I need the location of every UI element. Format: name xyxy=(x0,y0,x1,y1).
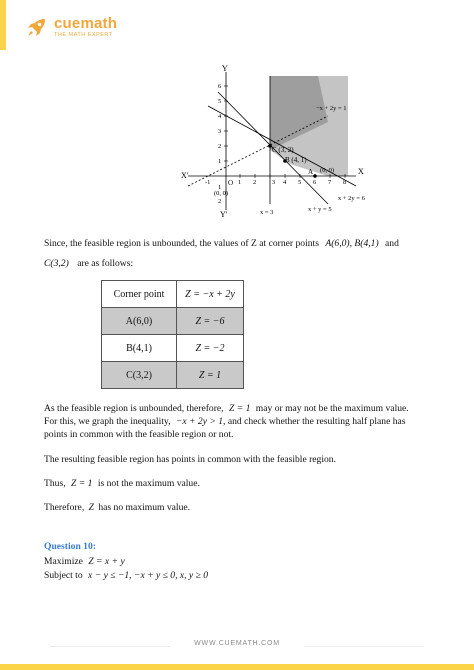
question-line-subject xyxy=(44,569,208,582)
question-title: Question 10: xyxy=(44,541,96,552)
cuemath-logo[interactable] xyxy=(26,16,117,39)
x-tick-label: 5 xyxy=(298,179,302,186)
point-c-label: C (3, 2) xyxy=(272,146,294,154)
line-label: x + y = 5 xyxy=(308,206,332,213)
brand-tagline: THE MATH EXPERT xyxy=(54,32,113,38)
origin-label: O xyxy=(228,179,234,187)
para-text: As the feasible region is unbounded, therefore, xyxy=(44,403,224,414)
table-cell: A(6,0) xyxy=(102,308,177,335)
table-header-row xyxy=(102,281,244,308)
brand-name: cuemath xyxy=(54,15,118,32)
para-text: are as follows: xyxy=(77,258,134,269)
x-tick-label: 8 xyxy=(343,179,347,186)
paragraph-resulting-region xyxy=(44,453,336,466)
x-axis-neg-label: X' xyxy=(181,171,189,180)
question-line-maximize xyxy=(44,555,125,568)
para-text: For this, we graph the inequality, xyxy=(44,416,171,427)
paragraph-corner-points-cont xyxy=(44,257,133,270)
paragraph-thus xyxy=(44,477,200,490)
y-tick-label: 1 xyxy=(218,158,222,165)
para-text: may or may not be the maximum value. xyxy=(255,403,409,414)
table-row xyxy=(102,362,244,389)
table-cell: Z = −2 xyxy=(177,335,244,362)
y-tick-label: 6 xyxy=(218,83,222,90)
math-inline: Z = 1 xyxy=(228,403,251,414)
table-cell: C(3,2) xyxy=(102,362,177,389)
table-cell: Z = 1 xyxy=(177,362,244,389)
para-text: points in common with the feasible region or not. xyxy=(44,429,234,440)
table-header: Z = −x + 2y xyxy=(177,281,244,308)
table-header: Corner point xyxy=(102,281,177,308)
paragraph-unbounded xyxy=(44,402,409,415)
para-text: The resulting feasible region has points in common with the feasible region. xyxy=(44,454,337,465)
math-inline: Z xyxy=(88,502,94,513)
paragraph-therefore xyxy=(44,501,190,514)
x-tick-label: 7 xyxy=(328,179,332,186)
x-tick-label: 2 xyxy=(253,179,257,186)
paragraph-inequality xyxy=(44,415,406,428)
corner-point-table xyxy=(101,280,244,389)
y-tick-label: 2 xyxy=(218,198,222,205)
paragraph-corner-points xyxy=(44,237,399,250)
math-inline: x − y ≤ −1, −x + y ≤ 0, x, y ≥ 0 xyxy=(88,570,209,581)
para-text: Thus, xyxy=(44,478,66,489)
y-tick-label: 1 xyxy=(218,184,222,191)
x-tick-label: 1 xyxy=(238,179,242,186)
para-text: and xyxy=(385,238,399,249)
table-row xyxy=(102,335,244,362)
point-a-label: A xyxy=(308,168,314,176)
y-tick-label: 5 xyxy=(218,98,222,105)
math-inline: Z = x + y xyxy=(88,556,125,567)
x-tick-label: 3 xyxy=(272,179,276,186)
math-inline: −x + 2y > 1 xyxy=(175,416,224,427)
para-text: is not the maximum value. xyxy=(97,478,200,489)
footer-url[interactable]: WWW.CUEMATH.COM xyxy=(194,640,280,647)
x-tick-label: 6 xyxy=(313,179,317,186)
table-cell: Z = −6 xyxy=(177,308,244,335)
x-tick-label: 4 xyxy=(283,179,287,186)
footer-accent-bar xyxy=(0,664,474,670)
math-inline: A(6,0), B(4,1) xyxy=(325,238,379,249)
para-text: Since, the feasible region is unbounded, the values of Z at corner points xyxy=(44,238,319,249)
para-text: , and check whether the resulting half plane has xyxy=(223,416,406,427)
table-cell: B(4,1) xyxy=(102,335,177,362)
y-axis-label: Y xyxy=(222,64,228,73)
y-tick-label: 2 xyxy=(218,143,222,150)
x-tick-neg-label: -1 xyxy=(205,179,211,186)
table-row xyxy=(102,308,244,335)
para-text: Maximize xyxy=(44,556,83,567)
origin-coords: (0, 0) xyxy=(214,190,229,197)
paragraph-inequality-cont xyxy=(44,428,233,441)
line-label: x = 3 xyxy=(260,209,274,216)
para-text: has no maximum value. xyxy=(98,502,191,513)
feasible-region-graph xyxy=(178,62,378,222)
point-a-coords: (6, 0) xyxy=(320,167,335,174)
y-tick-label: 4 xyxy=(218,113,222,120)
header-accent-bar xyxy=(0,0,6,50)
rocket-icon xyxy=(26,16,48,38)
y-axis-neg-label: Y' xyxy=(220,210,228,219)
point-b-label: B (4, 1) xyxy=(285,156,307,164)
line-label: −x + 2y = 1 xyxy=(316,105,347,112)
para-text: Therefore, xyxy=(44,502,85,513)
math-inline: Z = 1 xyxy=(71,478,93,489)
line-label: x + 2y = 6 xyxy=(338,195,365,202)
y-tick-label: 3 xyxy=(218,128,222,135)
point-a xyxy=(313,174,317,178)
para-text: Subject to xyxy=(44,570,83,581)
math-inline: C(3,2) xyxy=(44,258,69,269)
x-axis-label: X xyxy=(358,167,364,176)
